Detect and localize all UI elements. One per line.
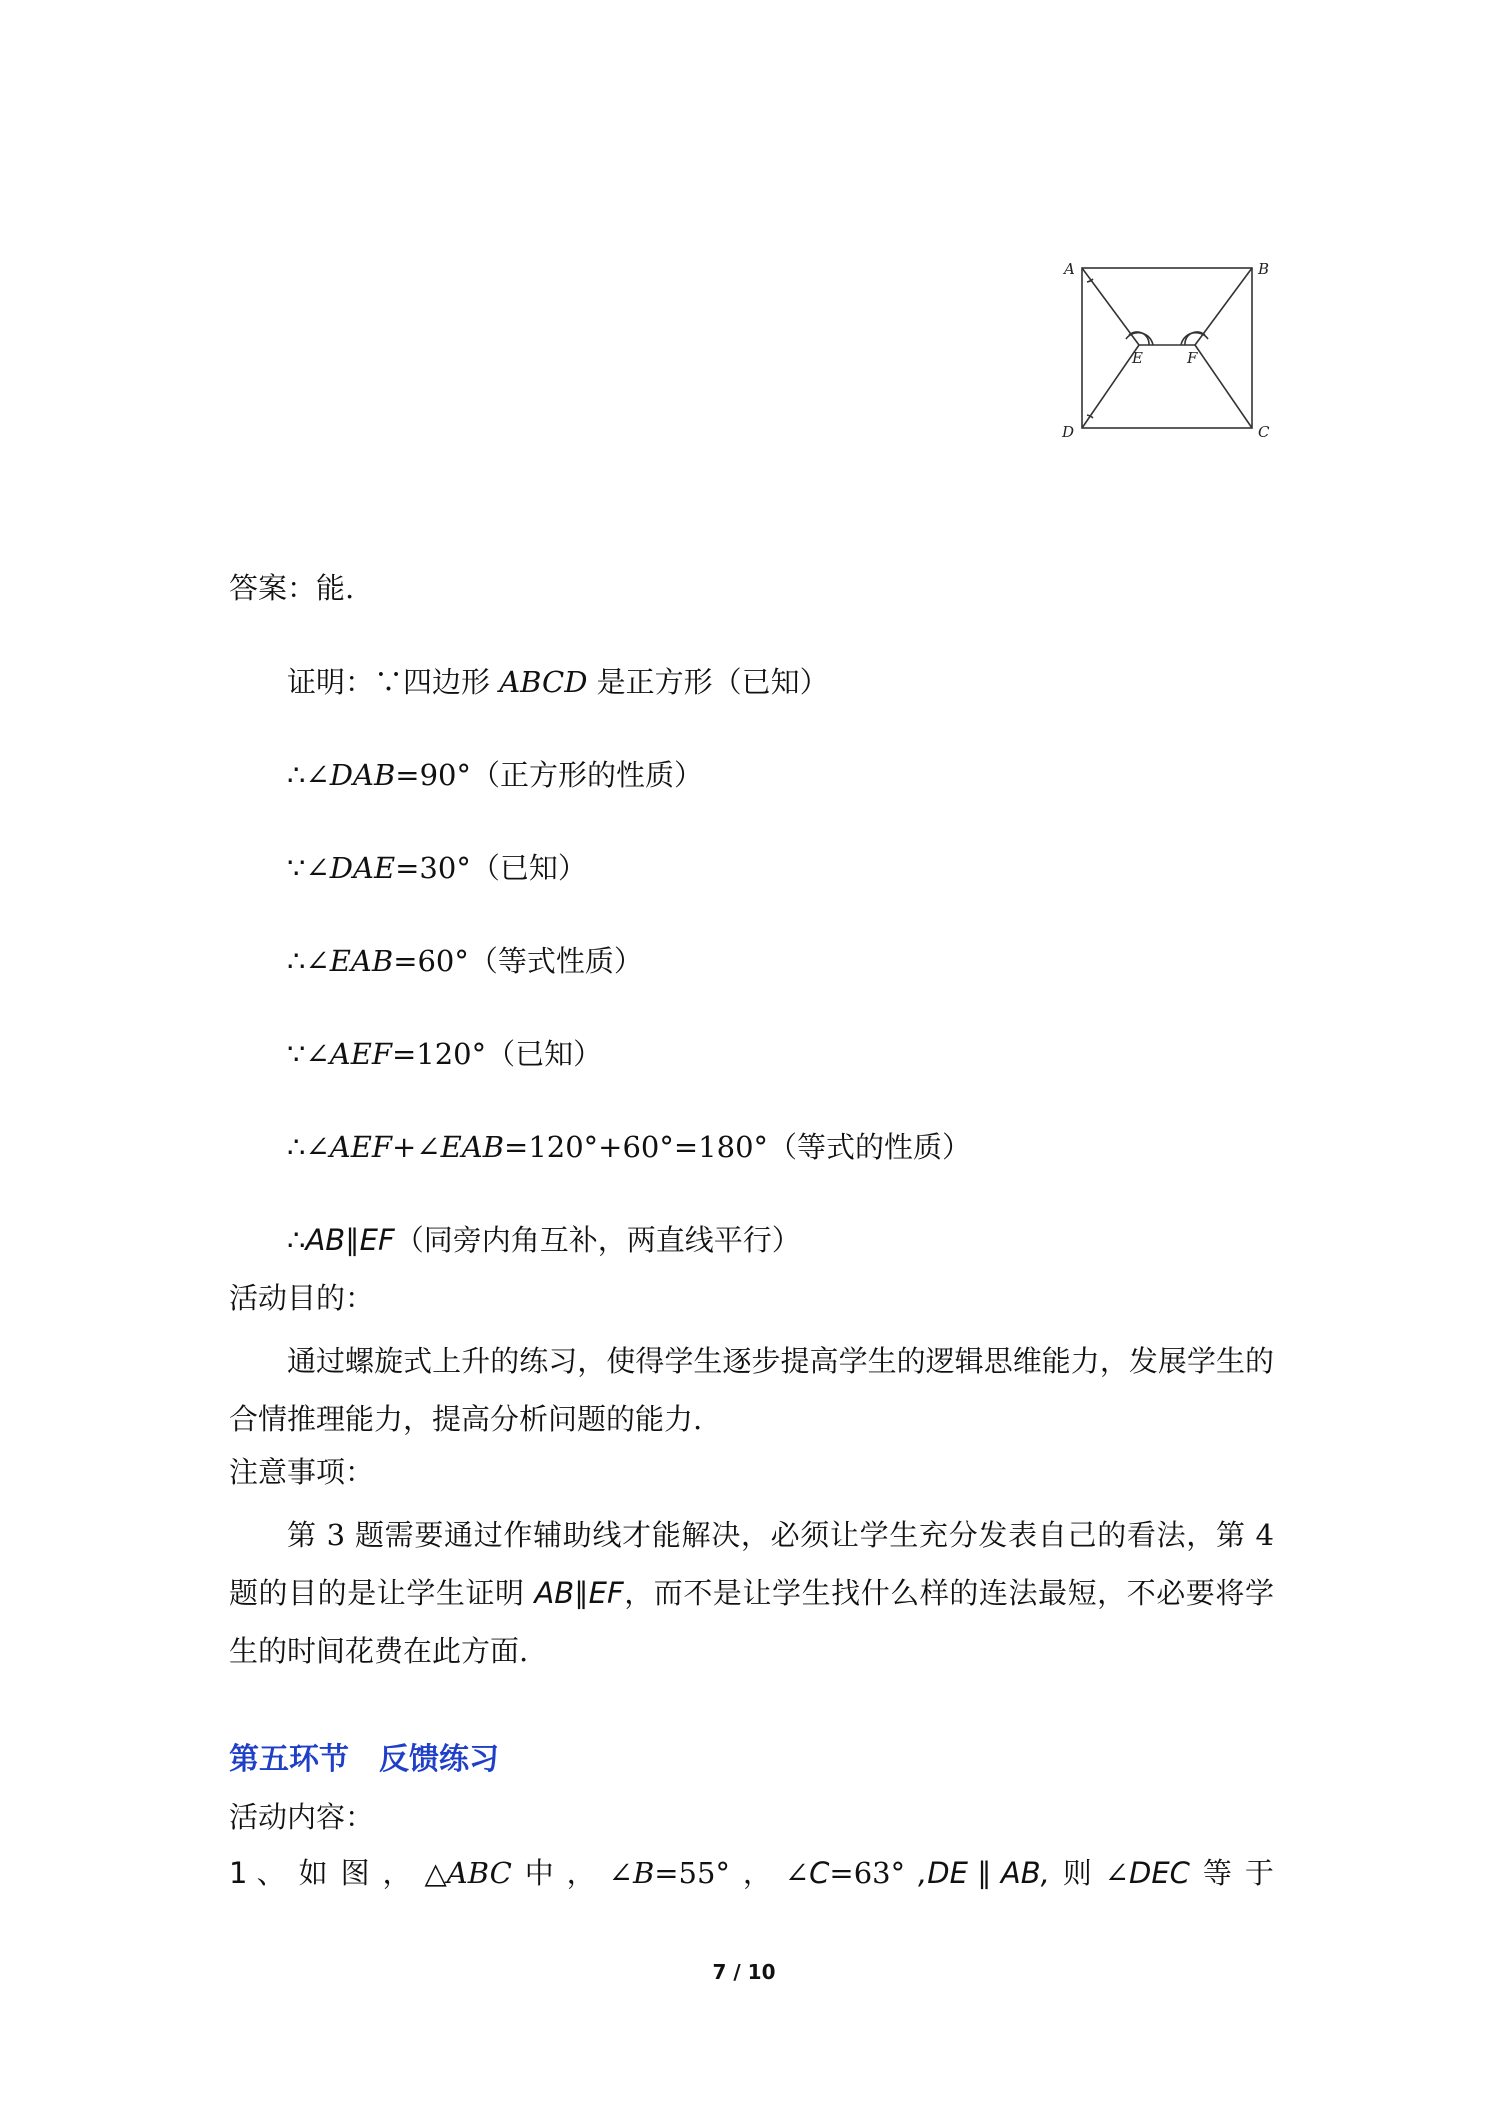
proof-text: =120°（已知） <box>391 1037 603 1071</box>
q1-punct: ， <box>566 1856 596 1890</box>
label-f: F <box>1187 349 1198 367</box>
proof-line-2 <box>287 755 703 795</box>
proof-text: ∴ <box>287 1223 306 1257</box>
q1-angle-c: ∠C=63° <box>784 1856 906 1890</box>
notes-text: ，而不是让学生找什么样的连法最短，不必要将学生的时间花费在此方面. <box>229 1576 1274 1668</box>
q1-punct: ， <box>382 1856 412 1890</box>
proof-text: （同旁内角互补，两直线平行） <box>394 1223 801 1257</box>
proof-line-3 <box>287 848 587 888</box>
square-figure <box>1050 255 1275 445</box>
label-a: A <box>1064 260 1075 278</box>
q1-number: 1 、 <box>229 1856 286 1890</box>
proof-text: =90°（正方形的性质） <box>395 758 703 792</box>
segment-cf <box>1195 345 1252 428</box>
label-c: C <box>1258 423 1270 441</box>
q1-punct: ， <box>742 1856 772 1890</box>
proof-text: 证明：∵四边形 <box>287 665 500 699</box>
proof-text: =30°（已知） <box>395 851 587 885</box>
proof-math: AEF <box>329 1130 392 1164</box>
page-number: 7 / 10 <box>712 1960 776 1984</box>
notes-text: 第 3 题需要通过作辅助线才能解决，必须让学生充分发表自己的看法，第 4 题的目的是让学生证明 <box>229 1518 1274 1610</box>
proof-text: =60°（等式性质） <box>393 944 643 978</box>
question-1 <box>229 1853 1274 1893</box>
section-heading: 第五环节 反馈练习 <box>229 1742 499 1777</box>
proof-math: AB∥EF <box>305 1223 395 1257</box>
q1-word: 等 <box>1202 1856 1232 1890</box>
proof-math: ABCD <box>499 665 588 699</box>
proof-math: AEF <box>329 1037 392 1071</box>
proof-math: DAE <box>329 851 396 885</box>
label-b: B <box>1258 260 1270 278</box>
proof-line-4 <box>287 941 643 981</box>
proof-text: ∵∠ <box>287 1037 330 1071</box>
q1-word: 于 <box>1244 1856 1274 1890</box>
figure-lines <box>1082 268 1252 428</box>
q1-word: 图 <box>340 1856 370 1890</box>
notes-title: 注意事项： <box>229 1455 375 1489</box>
proof-text: ∵∠ <box>287 851 330 885</box>
notes-body <box>229 1506 1274 1680</box>
q1-angle-b: ∠B=55° <box>608 1856 730 1890</box>
proof-text: 是正方形（已知） <box>587 665 829 699</box>
purpose-body: 通过螺旋式上升的练习，使得学生逐步提高学生的逻辑思维能力，发展学生的合情推理能力，提高分析问题的能力. <box>229 1344 1274 1436</box>
proof-math: DAB <box>329 758 396 792</box>
label-e: E <box>1132 349 1143 367</box>
proof-line-7 <box>287 1220 801 1260</box>
proof-text: ∴∠ <box>287 1130 330 1164</box>
proof-line-1 <box>287 662 829 702</box>
q1-word: 中 <box>524 1856 554 1890</box>
notes-math: AB∥EF <box>534 1576 624 1610</box>
proof-text: ∴∠ <box>287 758 330 792</box>
answer-label: 答案：能. <box>229 571 355 605</box>
proof-math: EAB <box>440 1130 505 1164</box>
proof-line-5 <box>287 1034 602 1074</box>
proof-math: EAB <box>329 944 394 978</box>
purpose-title: 活动目的： <box>229 1281 375 1315</box>
proof-line-6 <box>287 1127 971 1167</box>
q1-word: 则 <box>1062 1856 1092 1890</box>
square-abcd <box>1082 268 1252 428</box>
proof-text: ∴∠ <box>287 944 330 978</box>
q1-angle-dec: ∠DEC <box>1104 1856 1190 1890</box>
proof-text: =120°+60°=180°（等式的性质） <box>504 1130 972 1164</box>
proof-text: +∠ <box>391 1130 441 1164</box>
q1-triangle: △ABC <box>424 1856 512 1890</box>
content-title: 活动内容： <box>229 1800 375 1834</box>
q1-parallel: ,DE ∥ AB, <box>918 1856 1050 1890</box>
label-d: D <box>1062 423 1075 441</box>
q1-word: 如 <box>298 1856 328 1890</box>
